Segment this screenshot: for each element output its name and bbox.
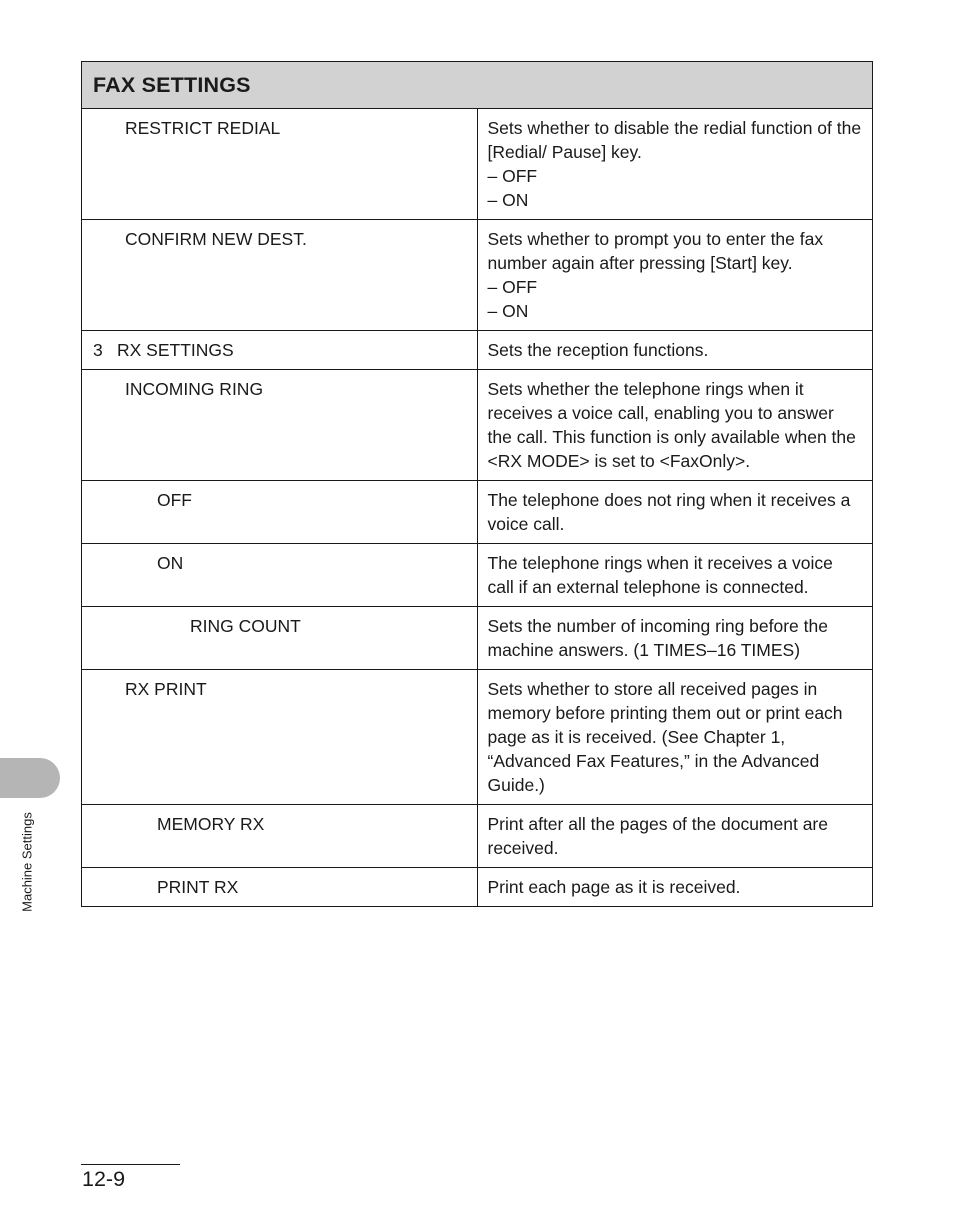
option-item [488,299,863,323]
setting-description: Sets the reception functions. [477,331,873,370]
chapter-side-tab [0,758,60,798]
table-row [82,481,873,544]
option-label: OFF [502,166,538,186]
setting-description [477,109,873,220]
option-item [488,188,863,212]
chapter-side-label: Machine Settings [19,812,35,912]
table-row [82,109,873,220]
setting-name-text: RX SETTINGS [117,340,234,360]
setting-description [477,220,873,331]
description-text: Sets whether to disable the redial function of the [Redial/ Pause] key. [487,118,862,162]
page-number-rule [81,1164,180,1165]
setting-description: Print after all the pages of the document are received. [477,805,873,868]
setting-name: RESTRICT REDIAL [82,109,478,220]
option-label: ON [502,301,529,321]
option-dash: – [487,190,498,210]
setting-description: Sets whether the telephone rings when it receives a voice call, enabling you to answer the call. This function is only available when the <RX MODE> is set to <FaxOnly>. [477,370,873,481]
section-number: 3 [93,340,103,360]
setting-name: ON [82,544,478,607]
setting-name: PRINT RX [82,868,478,907]
setting-description: The telephone does not ring when it receives a voice call. [477,481,873,544]
option-dash: – [487,166,498,186]
table-row [82,220,873,331]
option-dash: – [487,277,498,297]
page-number: 12-9 [82,1167,126,1191]
table-header-row [82,62,873,109]
setting-name: OFF [82,481,478,544]
setting-description: Print each page as it is received. [477,868,873,907]
description-text: Sets whether to prompt you to enter the fax number again after pressing [Start] key. [487,229,824,273]
section-title: FAX SETTINGS [82,62,873,109]
setting-description: The telephone rings when it receives a voice call if an external telephone is connected. [477,544,873,607]
option-item [488,164,863,188]
option-item [488,275,863,299]
setting-name: INCOMING RING [82,370,478,481]
table-row [82,670,873,805]
setting-name: CONFIRM NEW DEST. [82,220,478,331]
setting-name: RING COUNT [82,607,478,670]
table-row [82,331,873,370]
table-row [82,868,873,907]
option-label: OFF [502,277,538,297]
table-row [82,370,873,481]
setting-description: Sets the number of incoming ring before the machine answers. (1 TIMES–16 TIMES) [477,607,873,670]
table-row [82,805,873,868]
setting-name: RX PRINT [82,670,478,805]
table-row [82,544,873,607]
option-dash: – [487,301,498,321]
setting-description: Sets whether to store all received pages in memory before printing them out or print each page as it is received. (See Chapter 1, “Advanced Fax Features,” in the Advanced Guide.) [477,670,873,805]
option-label: ON [502,190,529,210]
fax-settings-table [81,61,873,907]
setting-name [82,331,478,370]
setting-name: MEMORY RX [82,805,478,868]
table-row [82,607,873,670]
